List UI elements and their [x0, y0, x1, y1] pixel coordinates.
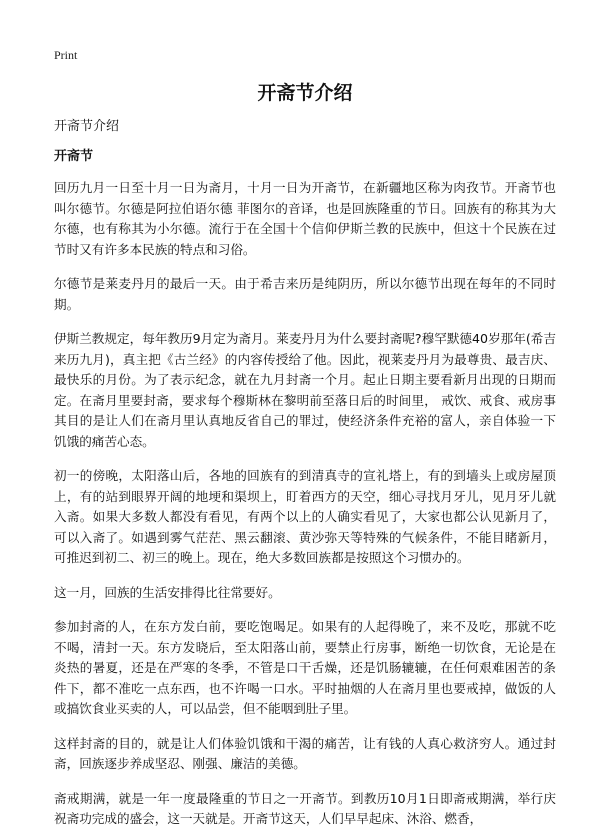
paragraph-month-life: 这一月，回族的生活安排得比往常要好。: [54, 584, 281, 600]
paragraph-fasting-purpose: 这样封斋的目的，就是让人们体验饥饿和干渴的痛苦，让有钱的人真心救济穷人。通过封斋，回族逐步养成坚忍、刚强、廉洁的美德。: [54, 735, 556, 771]
paragraph-eid-celebration: 斋戒期满，就是一年一度最隆重的节日之一开斋节。到教历10月1日即斋戒期满，举行庆祝斋功完成的盛会，这一天就是。开斋节这天，人们早早起床、沐浴、燃香，: [54, 790, 556, 826]
paragraph-eid-date: 尔德节是莱麦丹月的最后一天。由于希吉来历是纯阴历，所以尔德节出现在每年的不同时期。: [54, 276, 556, 312]
page-title: 开斋节介绍: [257, 82, 353, 104]
paragraph-fasting-practice: 参加封斋的人，在东方发白前，要吃饱喝足。如果有的人起得晚了，来不及吃，那就不吃不喝，清封一天。东方发晓后，至太阳落山前，要禁止行房事，断绝一切饮食，无论是在炎热的暑夏，还是在严寒的冬季，不管是口干舌燥，还是饥肠辘辘，在任何艰难困苦的条件下，都不准吃一点东西，也不许喝一口水。平时抽烟的人在斋月里也要戒掉，做饭的人或搞饮食业买卖的人，可以品尝，但不能咽到肚子里。: [54, 619, 556, 716]
section-heading: 开斋节: [54, 149, 94, 164]
print-link[interactable]: Print: [54, 48, 78, 62]
paragraph-moon-sighting: 初一的傍晚，太阳落山后，各地的回族有的到清真寺的宣礼塔上，有的到墙头上或房屋顶上，有的站到眼界开阔的地埂和渠坝上，盯着西方的天空，细心寻找月牙儿，见月牙儿就入斋。如果大多数人都没有看见，有两个以上的人确实看见了，大家也都公认见新月了，可以入斋了。如遇到雾气茫茫、黑云翻滚、黄沙弥天等特殊的气候条件，不能目睹新月，可推迟到初二、初三的晚上。现在，绝大多数回族都是按照这个习惯办的。: [54, 468, 556, 565]
article-subtitle: 开斋节介绍: [54, 119, 120, 134]
paragraph-intro: 回历九月一日至十月一日为斋月，十月一日为开斋节，在新疆地区称为肉孜节。开斋节也叫尔德节。尔德是阿拉伯语尔德 菲图尔的音译，也是回族隆重的节日。回族有的称其为大尔德，也有称其为小尔德。流行于在全国十个信仰伊斯兰教的民族中，但这十个民族在过节时又有许多本民族的特点和习俗。: [54, 180, 556, 257]
paragraph-ramadan-rules: 伊斯兰教规定，每年教历9月定为斋月。莱麦丹月为什么要封斋呢?穆罕默德40岁那年(希吉来历九月)，真主把《古兰经》的内容传授给了他。因此，视莱麦丹月为最尊贵、最吉庆、最快乐的月份。为了表示纪念，就在九月封斋一个月。起止日期主要看新月出现的日期而定。在斋月里要封斋，要求每个穆斯林在黎明前至落日后的时间里， 戒饮、戒食、戒房事其目的是让人们在斋月里认真地反省自己的罪过，使经济条件充裕的富人，亲自体验一下饥饿的痛苦心态。: [54, 331, 556, 449]
